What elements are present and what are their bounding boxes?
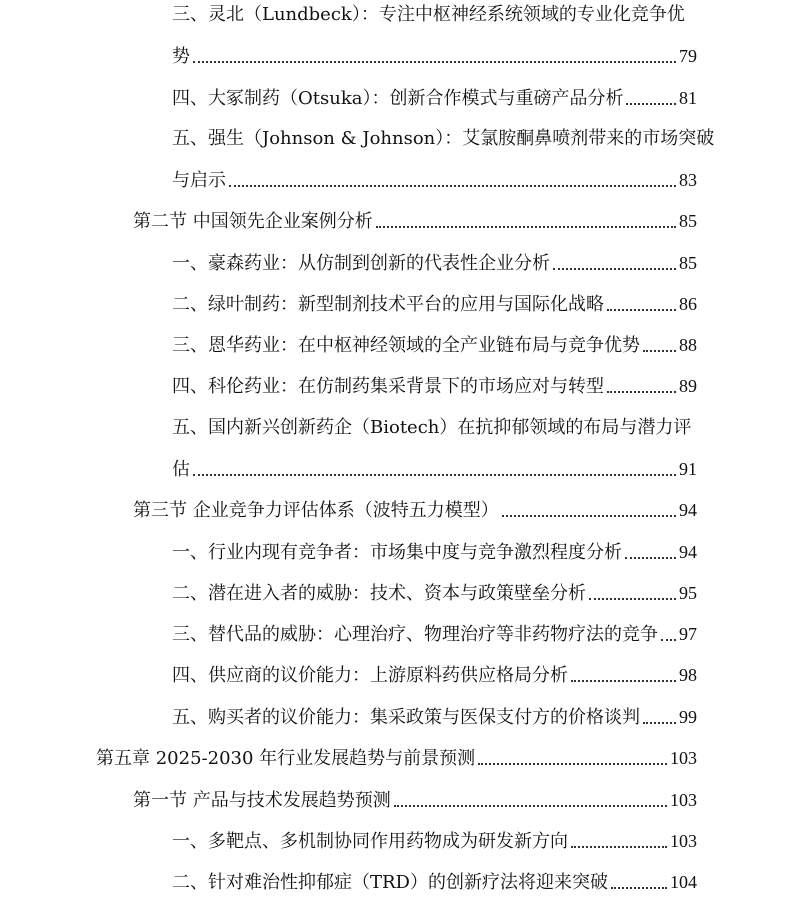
toc-line xyxy=(0,537,793,567)
dot-leader xyxy=(478,762,667,765)
dot-leader xyxy=(229,184,676,187)
toc-page-number: 95 xyxy=(679,583,697,603)
dot-leader xyxy=(571,845,667,848)
toc-page-number: 81 xyxy=(679,88,697,108)
toc-entry-title: 二、针对难治性抑郁症（TRD）的创新疗法将迎来突破 xyxy=(172,872,608,893)
dot-leader xyxy=(607,308,676,311)
dot-leader xyxy=(394,804,667,807)
dot-leader xyxy=(589,597,676,600)
toc-line xyxy=(0,289,793,319)
toc-entry[interactable] xyxy=(172,83,697,114)
toc-entry-title: 五、国内新兴创新药企（Biotech）在抗抑郁领域的布局与潜力评 xyxy=(172,417,692,438)
dot-leader xyxy=(643,721,676,724)
toc-line xyxy=(0,0,793,30)
toc-entry[interactable] xyxy=(172,537,697,568)
toc-entry-title: 第五章 2025-2030 年行业发展趋势与前景预测 xyxy=(96,748,476,769)
toc-line xyxy=(0,867,793,897)
toc-line xyxy=(0,41,793,71)
dot-leader xyxy=(502,514,676,517)
dot-leader xyxy=(193,60,676,63)
toc-entry-title: 势 xyxy=(172,46,190,67)
toc-entry-title: 一、多靶点、多机制协同作用药物成为研发新方向 xyxy=(172,831,568,852)
toc-page-number: 103 xyxy=(670,831,697,851)
toc-line xyxy=(0,124,793,154)
toc-entry-title: 第三节 企业竞争力评估体系（波特五力模型） xyxy=(133,500,499,521)
toc-line xyxy=(0,454,793,484)
toc-entry[interactable] xyxy=(172,248,697,279)
toc-entry[interactable] xyxy=(172,578,697,609)
toc-entry-title: 四、供应商的议价能力：上游原料药供应格局分析 xyxy=(172,665,568,686)
dot-leader xyxy=(626,102,676,105)
toc-section-entry[interactable] xyxy=(133,785,697,816)
toc-line xyxy=(0,371,793,401)
toc-entry[interactable] xyxy=(172,867,697,898)
toc-entry-title: 三、恩华药业：在中枢神经领域的全产业链布局与竞争优势 xyxy=(172,335,640,356)
toc-entry-title: 第二节 中国领先企业案例分析 xyxy=(133,211,373,232)
toc-entry[interactable] xyxy=(172,165,697,196)
toc-entry[interactable] xyxy=(172,289,697,320)
toc-page-number: 97 xyxy=(679,624,697,644)
toc-entry-title: 三、灵北（Lundbeck）：专注中枢神经系统领域的专业化竞争优 xyxy=(172,4,685,25)
toc-entry-title: 五、强生（Johnson & Johnson）：艾氯胺酮鼻喷剂带来的市场突破 xyxy=(172,128,715,149)
toc-line xyxy=(0,165,793,195)
toc-page-number: 85 xyxy=(679,211,697,231)
dot-leader xyxy=(643,349,676,352)
toc-entry[interactable] xyxy=(172,702,697,733)
toc-entry-title: 与启示 xyxy=(172,170,226,191)
toc-page-number: 85 xyxy=(679,253,697,273)
toc-page-number: 89 xyxy=(679,376,697,396)
toc-line xyxy=(0,248,793,278)
toc-entry[interactable] xyxy=(172,41,697,72)
toc-page-number: 88 xyxy=(679,335,697,355)
toc-entry-title: 三、替代品的威胁：心理治疗、物理治疗等非药物疗法的竞争 xyxy=(172,624,658,645)
toc-section-entry[interactable] xyxy=(133,495,697,526)
toc-entry[interactable] xyxy=(172,371,697,402)
dot-leader xyxy=(607,390,676,393)
toc-page-number: 103 xyxy=(670,748,697,768)
toc-page-number: 83 xyxy=(679,170,697,190)
toc-page-number: 79 xyxy=(679,46,697,66)
toc-page-number: 91 xyxy=(679,459,697,479)
toc-page-number: 94 xyxy=(679,542,697,562)
toc-page-number: 99 xyxy=(679,707,697,727)
toc-line xyxy=(0,330,793,360)
toc-line xyxy=(0,206,793,236)
toc-page-number: 104 xyxy=(670,872,697,892)
toc-entry-title: 二、绿叶制药：新型制剂技术平台的应用与国际化战略 xyxy=(172,294,604,315)
toc-line xyxy=(0,785,793,815)
toc-line xyxy=(0,83,793,113)
toc-line xyxy=(0,413,793,443)
toc-chapter-entry[interactable] xyxy=(96,743,697,774)
toc-page-number: 98 xyxy=(679,665,697,685)
toc-entry-title: 二、潜在进入者的威胁：技术、资本与政策壁垒分析 xyxy=(172,583,586,604)
dot-leader xyxy=(553,267,676,270)
toc-entry-title: 五、购买者的议价能力：集采政策与医保支付方的价格谈判 xyxy=(172,707,640,728)
dot-leader xyxy=(625,556,676,559)
toc-page-number: 94 xyxy=(679,500,697,520)
toc-entry-title: 第一节 产品与技术发展趋势预测 xyxy=(133,790,391,811)
toc-entry-title: 一、行业内现有竞争者：市场集中度与竞争激烈程度分析 xyxy=(172,542,622,563)
dot-leader xyxy=(571,679,676,682)
dot-leader xyxy=(661,638,676,641)
dot-leader xyxy=(193,473,676,476)
toc-entry-title: 四、科伦药业：在仿制药集采背景下的市场应对与转型 xyxy=(172,376,604,397)
toc-entry[interactable] xyxy=(172,826,697,857)
dot-leader xyxy=(611,886,667,889)
dot-leader xyxy=(376,225,676,228)
toc-line xyxy=(0,743,793,773)
toc-entry[interactable] xyxy=(172,330,697,361)
toc-line xyxy=(0,660,793,690)
toc-line xyxy=(0,702,793,732)
toc-entry-title: 一、豪森药业：从仿制到创新的代表性企业分析 xyxy=(172,253,550,274)
toc-entry[interactable] xyxy=(172,660,697,691)
toc-section-entry[interactable] xyxy=(133,206,697,237)
toc-page-number: 86 xyxy=(679,294,697,314)
toc-entry[interactable] xyxy=(172,619,697,650)
toc-line xyxy=(0,619,793,649)
toc-entry[interactable] xyxy=(172,454,697,485)
toc-page-number: 103 xyxy=(670,790,697,810)
toc-line xyxy=(0,495,793,525)
toc-entry-title: 四、大冢制药（Otsuka）：创新合作模式与重磅产品分析 xyxy=(172,88,624,109)
toc-line xyxy=(0,578,793,608)
toc-entry-title: 估 xyxy=(172,459,190,480)
toc-line xyxy=(0,826,793,856)
